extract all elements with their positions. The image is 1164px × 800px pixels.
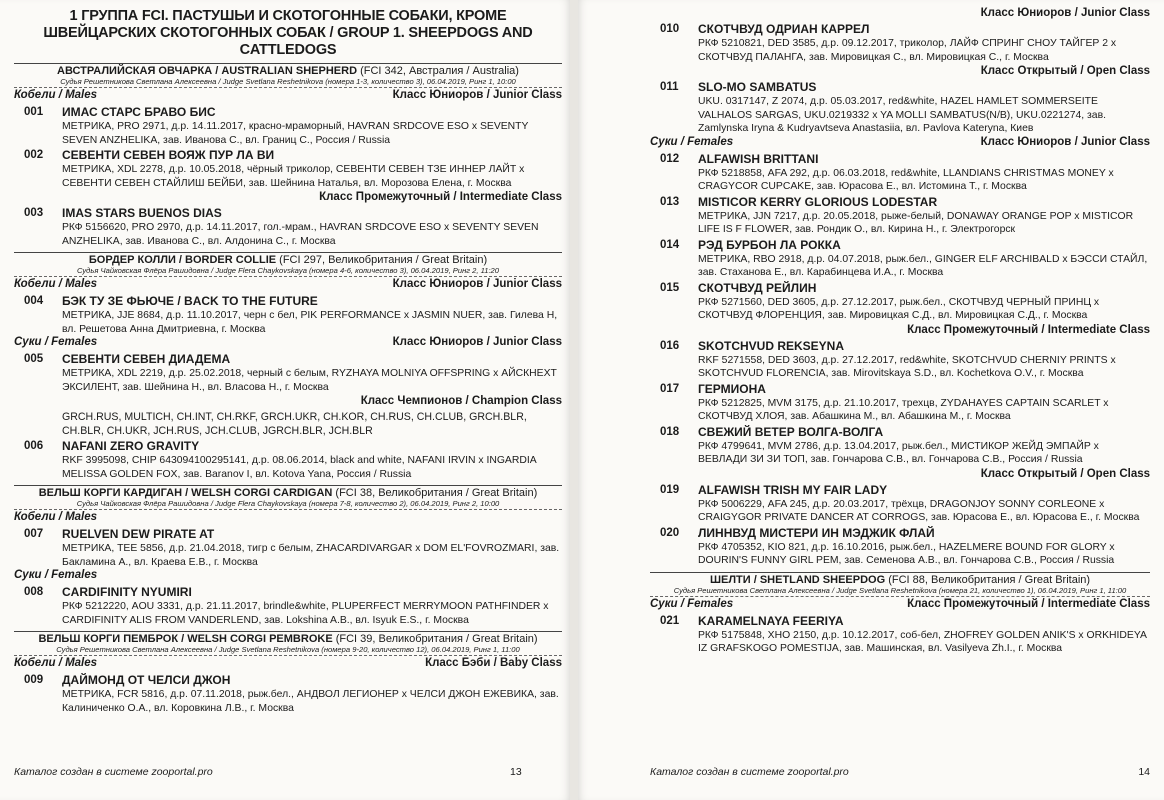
sex-label: Кобели / Males	[14, 511, 98, 523]
entry	[650, 526, 1150, 568]
entry	[14, 105, 562, 147]
dog-details: РКФ 5218858, AFA 292, д.р. 06.03.2018, red&white, LLANDIANS CHRISTMAS MONEY x CRAGYCOR CUPCAKE, зав. Юрасова Е., вл. Истомина Т., г. Москва	[698, 167, 1114, 192]
class-label: Класс Открытый / Open Class	[980, 65, 1150, 77]
entry-number: 013	[660, 195, 680, 208]
section-header	[14, 336, 562, 351]
dog-titles: GRCH.RUS, MULTICH, CH.INT, CH.RKF, GRCH.UKR, CH.KOR, CH.RUS, CH.CLUB, GRCH.BLR, CH.BLR, CH.UKR, JCH.RUS, JCH.CLUB, JGRCH.BLR, JCH.BLR	[62, 411, 527, 437]
dog-details: RKF 3995098, CHIP 643094100295141, д.р. 08.06.2014, black and white, NAFANI IRVIN x INGARDIA MELISSA GOLDEN FOX, зав. Baranov I, вл. Kotova Yana, Россия / Russia	[62, 455, 537, 480]
entry-number: 005	[24, 353, 44, 365]
breed-info: (FCI 38, Великобритания / Great Britain)	[335, 487, 538, 499]
section-header	[650, 136, 1150, 151]
breed-name: АВСТРАЛИЙСКАЯ ОВЧАРКА / AUSTRALIAN SHEPHERD	[57, 65, 358, 77]
dog-name: MISTICOR KERRY GLORIOUS LODESTAR	[698, 194, 938, 209]
dog-name: IMAS STARS BUENOS DIAS	[62, 206, 222, 220]
dog-name: NAFANI ZERO GRAVITY	[62, 439, 200, 453]
breed-name: ВЕЛЬШ КОРГИ КАРДИГАН / WELSH CORGI CARDIGAN	[38, 487, 333, 499]
dog-name: SLO-MO SAMBATUS	[698, 80, 817, 94]
dog-name: ГЕРМИОНА	[698, 381, 766, 396]
class-label: Класс Юниоров / Junior Class	[980, 7, 1150, 19]
class-label: Класс Бэби / Baby Class	[425, 657, 562, 669]
dog-details: РКФ 5175848, XHO 2150, д.р. 10.12.2017, соб-бел, ZHOFREY GOLDEN ANIK'S x ORKHIDEYA IZ GRAFSKOGO POMESTIJA, зав. Машинская, вл. Vasilyeva Zh.I., г. Москва	[698, 629, 1147, 654]
group-title: 1 ГРУППА FCI. ПАСТУШЬИ И СКОТОГОННЫЕ СОБАКИ, КРОМЕ ШВЕЙЦАРСКИХ СКОТОГОННЫХ СОБАК / GROUP 1. SHEEPDOGS AND CATTLEDOGS	[43, 8, 533, 58]
judge-line: Судья Решетникова Светлана Алексеевна / Judge Svetlana Reshetnikova (номера 9-20, количество 12), 06.04.2019, Ринг 1, 11:00	[14, 645, 562, 656]
footer-text: Каталог создан в системе zooportal.pro	[14, 766, 213, 778]
entry	[14, 352, 562, 394]
entry-number: 014	[660, 238, 680, 251]
dog-details: МЕТРИКА, FCR 5816, д.р. 07.11.2018, рыж.бел., АНДВОЛ ЛЕГИОНЕР x ЧЕЛСИ ДЖОН ЕЖЕВИКА, зав. Калиниченко О.А., вл. Коровкина Л.В., г. Москва	[62, 689, 559, 714]
sex-label: Кобели / Males	[14, 657, 98, 669]
dog-details: РКФ 5156620, PRO 2970, д.р. 14.11.2017, гол.-мрам., HAVRAN SRDCOVE ESO x SEVENTY SEVEN ANZHELIKA, зав. Иванова С., вл. Алдонина С., г. Москва	[62, 222, 539, 247]
dog-details: РКФ 5006229, AFA 245, д.р. 20.03.2017, трёхцв, DRAGONJOY SONNY CORLEONE x CRAIGYGOR PRIVATE DANCER AT CORROGS, зав. Юрасова Е., вл. Юрасова Е., г. Москва	[698, 498, 1140, 523]
dog-details: РКФ 5212220, AOU 3331, д.р. 21.11.2017, brindle&white, PLUPERFECT MERRYMOON PATHFINDER x CARDIFINITY ALIS FROM VANDERLEND, зав. Lokshina A.B., вл. Isyuk E.S., г. Москва	[62, 601, 549, 626]
entry	[14, 673, 562, 715]
dog-name: KARAMELNAYA FEERIYA	[698, 613, 844, 628]
entry	[650, 425, 1150, 467]
breed-info: (FCI 39, Великобритания / Great Britain)	[335, 633, 538, 645]
entry-number: 007	[24, 528, 44, 540]
entry	[650, 195, 1150, 237]
class-label: Класс Чемпионов / Champion Class	[360, 395, 562, 407]
entry-number: 004	[24, 295, 44, 307]
entry	[650, 281, 1150, 323]
dog-name: СВЕЖИЙ ВЕТЕР ВОЛГА-ВОЛГА	[698, 424, 884, 439]
dog-name: СКОТЧВУД ОДРИАН КАРРЕЛ	[698, 22, 870, 36]
sex-label: Суки / Females	[650, 135, 734, 148]
class-label: Класс Юниоров / Junior Class	[392, 278, 562, 290]
entry-number: 018	[660, 425, 680, 438]
entry-number: 016	[660, 339, 680, 352]
breed-info: (FCI 88, Великобритания / Great Britain)	[888, 573, 1091, 586]
breed-title	[650, 572, 1150, 586]
entry-number: 015	[660, 281, 680, 294]
dog-name: СЕВЕНТИ СЕВЕН ВОЯЖ ПУР ЛА ВИ	[62, 148, 275, 162]
breed-title	[14, 63, 562, 77]
dog-details: МЕТРИКА, PRO 2971, д.р. 14.11.2017, красно-мраморный, HAVRAN SRDCOVE ESO x SEVENTY SEVEN ANZHELIKA, зав. Иванова С., вл. Границ С., Россия / Russia	[62, 121, 529, 146]
dog-name: SKOTCHVUD REKSEYNA	[698, 338, 845, 353]
entry-number: 010	[660, 23, 680, 35]
dog-name: ALFAWISH TRISH MY FAIR LADY	[698, 482, 888, 497]
dog-details: РКФ 4705352, KIO 821, д.р. 16.10.2016, рыж.бел., HAZELMERE BOUND FOR GLORY x DOURIN'S FUNNY GIRL PEM, зав. Семенова А.В., вл. Гончарова С.В., Россия / Russia	[698, 541, 1115, 566]
class-label: Класс Промежуточный / Intermediate Class	[907, 597, 1150, 610]
dog-name: БЭК ТУ ЗЕ ФЬЮЧЕ / BACK TO THE FUTURE	[62, 294, 318, 308]
section-header	[14, 569, 562, 584]
dog-details: МЕТРИКА, JJN 7217, д.р. 20.05.2018, рыже-белый, DONAWAY ORANGE POP x MISTICOR LIFE IS F FLOWER, зав. Рондик О., вл. Кирина Н., г. Электрогорск	[698, 210, 1134, 235]
class-label: Класс Открытый / Open Class	[980, 467, 1150, 480]
dog-details: МЕТРИКА, JJE 8684, д.р. 11.10.2017, черн с бел, PIK PERFORMANCE x JASMIN NUER, зав. Гилева Н, вл. Решетова Анна Дмитриевна, г. Москва	[62, 310, 558, 335]
entry-number: 002	[24, 149, 44, 161]
dog-details: РКФ 5210821, DED 3585, д.р. 09.12.2017, триколор, ЛАЙФ СПРИНГ СНОУ ТАЙГЕР 2 x СКОТЧВУД ПАЛАНГА, зав. Мировицкая С., вл. Мировицкая С., г. Москва	[698, 38, 1117, 63]
section-header	[14, 657, 562, 672]
entry-number: 020	[660, 526, 680, 539]
dog-name: РЭД БУРБОН ЛА РОККА	[698, 237, 841, 252]
entry	[14, 585, 562, 627]
class-label: Класс Промежуточный / Intermediate Class	[319, 191, 562, 203]
dog-name: RUELVEN DEW PIRATE AT	[62, 527, 215, 541]
section-header	[14, 511, 562, 526]
entry	[650, 382, 1150, 424]
entry-number: 019	[660, 483, 680, 496]
entry	[14, 148, 562, 190]
entry	[650, 339, 1150, 381]
entry-number: 021	[660, 614, 680, 627]
dog-details: МЕТРИКА, RBO 2918, д.р. 04.07.2018, рыж.бел., GINGER ELF ARCHIBALD x БЭССИ СТАЙЛ, зав. Стаханова Е., вл. Карабинцева И.А., г. Москва	[698, 253, 1148, 278]
sex-label: Кобели / Males	[14, 89, 98, 101]
entry	[650, 80, 1150, 136]
footer-text: Каталог создан в системе zooportal.pro	[650, 766, 849, 778]
entry	[650, 22, 1150, 64]
dog-details: РКФ 4799641, MVM 2786, д.р. 13.04.2017, рыж.бел., МИСТИКОР ЖЕЙД ЭМПАЙР x ВЕВЛАДИ ЗИ ЗИ ТОП, зав. Гончарова С.В., вл. Гончарова С.В., Россия / Russia	[698, 440, 1099, 465]
dog-name: ЛИННВУД МИСТЕРИ ИН МЭДЖИК ФЛАЙ	[698, 525, 935, 540]
section-header	[650, 598, 1150, 613]
dog-details: РКФ 5212825, MVM 3175, д.р. 21.10.2017, трехцв, ZYDAHAYES CAPTAIN SCARLET x СКОТЧВУД ХЛОЯ, зав. Абашкина М., вл. Абашкина М., г. Москва	[698, 397, 1109, 422]
breed-info: (FCI 297, Великобритания / Great Britain)	[279, 254, 488, 266]
class-label: Класс Юниоров / Junior Class	[980, 135, 1150, 148]
entry-number: 017	[660, 382, 680, 395]
breed-title	[14, 252, 562, 266]
entry	[650, 483, 1150, 525]
entry-number: 012	[660, 152, 680, 165]
dog-name: CARDIFINITY NYUMIRI	[62, 585, 192, 599]
page-number: 14	[1138, 766, 1150, 778]
breed-title	[14, 631, 562, 645]
entry	[650, 614, 1150, 656]
sex-label: Суки / Females	[650, 597, 734, 610]
breed-info: (FCI 342, Австралия / Australia)	[360, 65, 519, 77]
entry	[14, 294, 562, 336]
breed-name: ШЕЛТИ / SHETLAND SHEEPDOG	[709, 573, 886, 586]
section-header	[14, 278, 562, 293]
entry	[14, 206, 562, 248]
entry	[14, 439, 562, 481]
dog-details: МЕТРИКА, TEE 5856, д.р. 21.04.2018, тигр с белым, ZHACARDIVARGAR x DOM EL'FOVROZMARI, зав. Бакламина А., вл. Краева Е.В., г. Москва	[62, 543, 560, 568]
dog-name: ДАЙМОНД ОТ ЧЕЛСИ ДЖОН	[62, 673, 231, 687]
entry	[14, 527, 562, 569]
dog-name: ALFAWISH BRITTANI	[698, 151, 819, 166]
dog-details: UKU. 0317147, Z 2074, д.р. 05.03.2017, red&white, HAZEL HAMLET SOMMERSEITE VALHALOS SARGAS, UKU.0219332 x YA MOLLI SAMBATUS(N/B), UKU.0221274, зав. Zamlynska Iryna & Kudryavtseva Anastasiia, вл. Pavlova Kateryna, Киев	[698, 96, 1106, 134]
page-number: 13	[510, 766, 522, 778]
sex-label: Суки / Females	[14, 336, 98, 348]
dog-details: RKF 5271558, DED 3603, д.р. 27.12.2017, red&white, SKOTCHVUD CHERNIY PRINTS x SKOTCHVUD FLORENCIA, зав. Mirovitskaya S.D., вл. Kochetkova O.V., г. Москва	[698, 354, 1116, 379]
judge-line: Судья Решетникова Светлана Алексеевна / Judge Svetlana Reshetnikova (номера 1-3, количество 3), 06.04.2019, Ринг 1, 10:00	[14, 77, 562, 88]
breed-title	[14, 485, 562, 499]
dog-details: МЕТРИКА, XDL 2219, д.р. 25.02.2018, черный с белым, RYZHAYA MOLNIYA OFFSPRING x АЙСКНЕХТ ЭКСИЛЕНТ, зав. Шейнина Н., вл. Власова Н., г. Москва	[62, 368, 557, 393]
dog-name: СКОТЧВУД РЕЙЛИН	[698, 280, 817, 295]
entry-number: 001	[24, 106, 44, 118]
entry-number: 003	[24, 207, 44, 219]
sex-label: Кобели / Males	[14, 278, 98, 290]
entry-number: 008	[24, 586, 44, 598]
dog-details: МЕТРИКА, XDL 2278, д.р. 10.05.2018, чёрный триколор, СЕВЕНТИ СЕВЕН ТЗЕ ИННЕР ЛАЙТ x СЕВЕНТИ СЕВЕН СТАЙЛИШ БЕЙБИ, зав. Шейнина Наталья, вл. Морозова Елена, г. Москва	[62, 164, 525, 189]
entry-number: 006	[24, 440, 44, 452]
entry	[650, 238, 1150, 280]
class-label: Класс Промежуточный / Intermediate Class	[907, 323, 1150, 336]
breed-name: БОРДЕР КОЛЛИ / BORDER COLLIE	[88, 254, 277, 266]
dog-name: ИМАС СТАРС БРАВО БИС	[62, 105, 216, 119]
class-label: Класс Юниоров / Junior Class	[392, 89, 562, 101]
entry-number: 011	[660, 81, 679, 93]
entry-number: 009	[24, 674, 44, 686]
catalog-page-right	[578, 0, 1164, 800]
class-label: Класс Юниоров / Junior Class	[392, 336, 562, 348]
judge-line: Судья Решетникова Светлана Алексеевна / Judge Svetlana Reshetnikova (номера 21, количество 1), 06.04.2019, Ринг 1, 11:00	[650, 586, 1150, 597]
entry	[650, 152, 1150, 194]
section-header	[14, 89, 562, 104]
sex-label: Суки / Females	[14, 569, 98, 581]
dog-name: СЕВЕНТИ СЕВЕН ДИАДЕМА	[62, 352, 231, 366]
judge-line: Судья Чайковская Флёра Рашидовна / Judge Flera Chaykovskaya (номера 4-6, количество 3), 06.04.2019, Ринг 2, 11:20	[14, 266, 562, 277]
dog-details: РКФ 5271560, DED 3605, д.р. 27.12.2017, рыж.бел., СКОТЧВУД ЧЕРНЫЙ ПРИНЦ x СКОТЧВУД ФЛОРЕНЦИЯ, зав. Мировицкая С.Д., вл. Мировицкая С.Д., г. Москва	[698, 296, 1100, 321]
judge-line: Судья Чайковская Флёра Рашидовна / Judge Flera Chaykovskaya (номера 7-8, количество 2), 06.04.2019, Ринг 2, 10:00	[14, 499, 562, 510]
breed-name: ВЕЛЬШ КОРГИ ПЕМБРОК / WELSH CORGI PEMBROKE	[38, 633, 333, 645]
catalog-page-left	[0, 0, 570, 800]
